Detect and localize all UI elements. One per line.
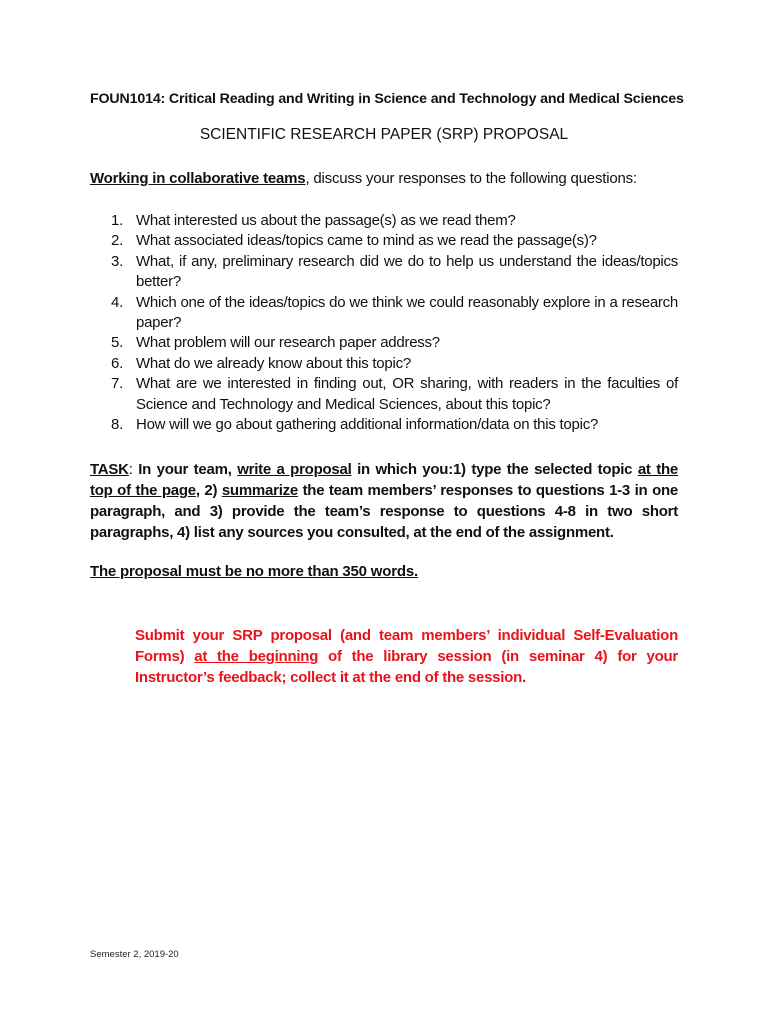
question-text: What problem will our research paper address? bbox=[136, 334, 440, 352]
task-underlined: at the top of the page bbox=[90, 461, 678, 499]
task-colon: : bbox=[128, 461, 139, 478]
question-item bbox=[90, 252, 678, 293]
task-text: the team members’ responses to questions 1-3 in one paragraph, and 3) provide the team’s response to questions 4-8 in two short paragraphs, 4) list any sources you consulted, at the end of the assignment. bbox=[90, 482, 678, 541]
question-number: 3. bbox=[111, 252, 124, 270]
question-text: What do we already know about this topic? bbox=[136, 354, 411, 372]
task-text: In your team, bbox=[138, 461, 238, 478]
question-text: Which one of the ideas/topics do we think we could reasonably explore in a research paper? bbox=[136, 293, 678, 332]
intro-text: , discuss your responses to the following questions: bbox=[305, 170, 637, 187]
word-limit: The proposal must be no more than 350 words. bbox=[90, 563, 418, 580]
question-text: What are we interested in finding out, OR sharing, with readers in the faculties of Science and Technology and Medical Sciences, about this topic? bbox=[136, 375, 678, 413]
task-underlined: write a proposal bbox=[237, 461, 352, 478]
submit-instructions bbox=[135, 625, 678, 688]
task-label: TASK bbox=[90, 461, 129, 478]
question-item bbox=[90, 354, 678, 374]
course-title: FOUN1014: Critical Reading and Writing in Science and Technology and Medical Sciences bbox=[90, 91, 684, 107]
task-paragraph bbox=[90, 459, 678, 543]
question-number: 5. bbox=[111, 334, 124, 352]
submit-text: of the library session (in seminar 4) for your Instructor’s feedback; collect it at the end of the session. bbox=[135, 648, 678, 686]
question-item bbox=[90, 211, 678, 231]
question-item bbox=[90, 374, 678, 415]
question-item bbox=[90, 333, 678, 353]
intro-line bbox=[90, 170, 637, 187]
question-text: What interested us about the passage(s) as we read them? bbox=[136, 212, 516, 229]
submit-underlined: at the beginning bbox=[194, 648, 319, 665]
intro-emphasis: Working in collaborative teams bbox=[90, 170, 306, 187]
task-underlined: summarize bbox=[221, 482, 298, 499]
question-item bbox=[90, 293, 678, 334]
question-text: How will we go about gathering additional information/data on this topic? bbox=[136, 416, 599, 434]
question-number: 7. bbox=[111, 375, 124, 393]
question-number: 2. bbox=[111, 232, 124, 250]
question-item bbox=[90, 415, 678, 435]
question-number: 8. bbox=[111, 416, 124, 434]
question-text: What, if any, preliminary research did we do to help us understand the ideas/topics better? bbox=[136, 252, 678, 291]
question-list bbox=[90, 211, 678, 435]
question-number: 1. bbox=[111, 212, 124, 229]
submit-text: Submit your SRP proposal (and team members’ individual Self-Evaluation Forms) bbox=[135, 627, 678, 665]
question-text: What associated ideas/topics came to mind as we read the passage(s)? bbox=[136, 232, 597, 250]
document-title: SCIENTIFIC RESEARCH PAPER (SRP) PROPOSAL bbox=[199, 126, 569, 143]
task-text: , 2) bbox=[195, 482, 222, 499]
task-text: in which you:1) type the selected topic bbox=[351, 461, 638, 478]
question-number: 4. bbox=[111, 293, 124, 311]
question-number: 6. bbox=[111, 354, 124, 372]
footer-semester: Semester 2, 2019-20 bbox=[90, 949, 179, 960]
question-item bbox=[90, 231, 678, 251]
